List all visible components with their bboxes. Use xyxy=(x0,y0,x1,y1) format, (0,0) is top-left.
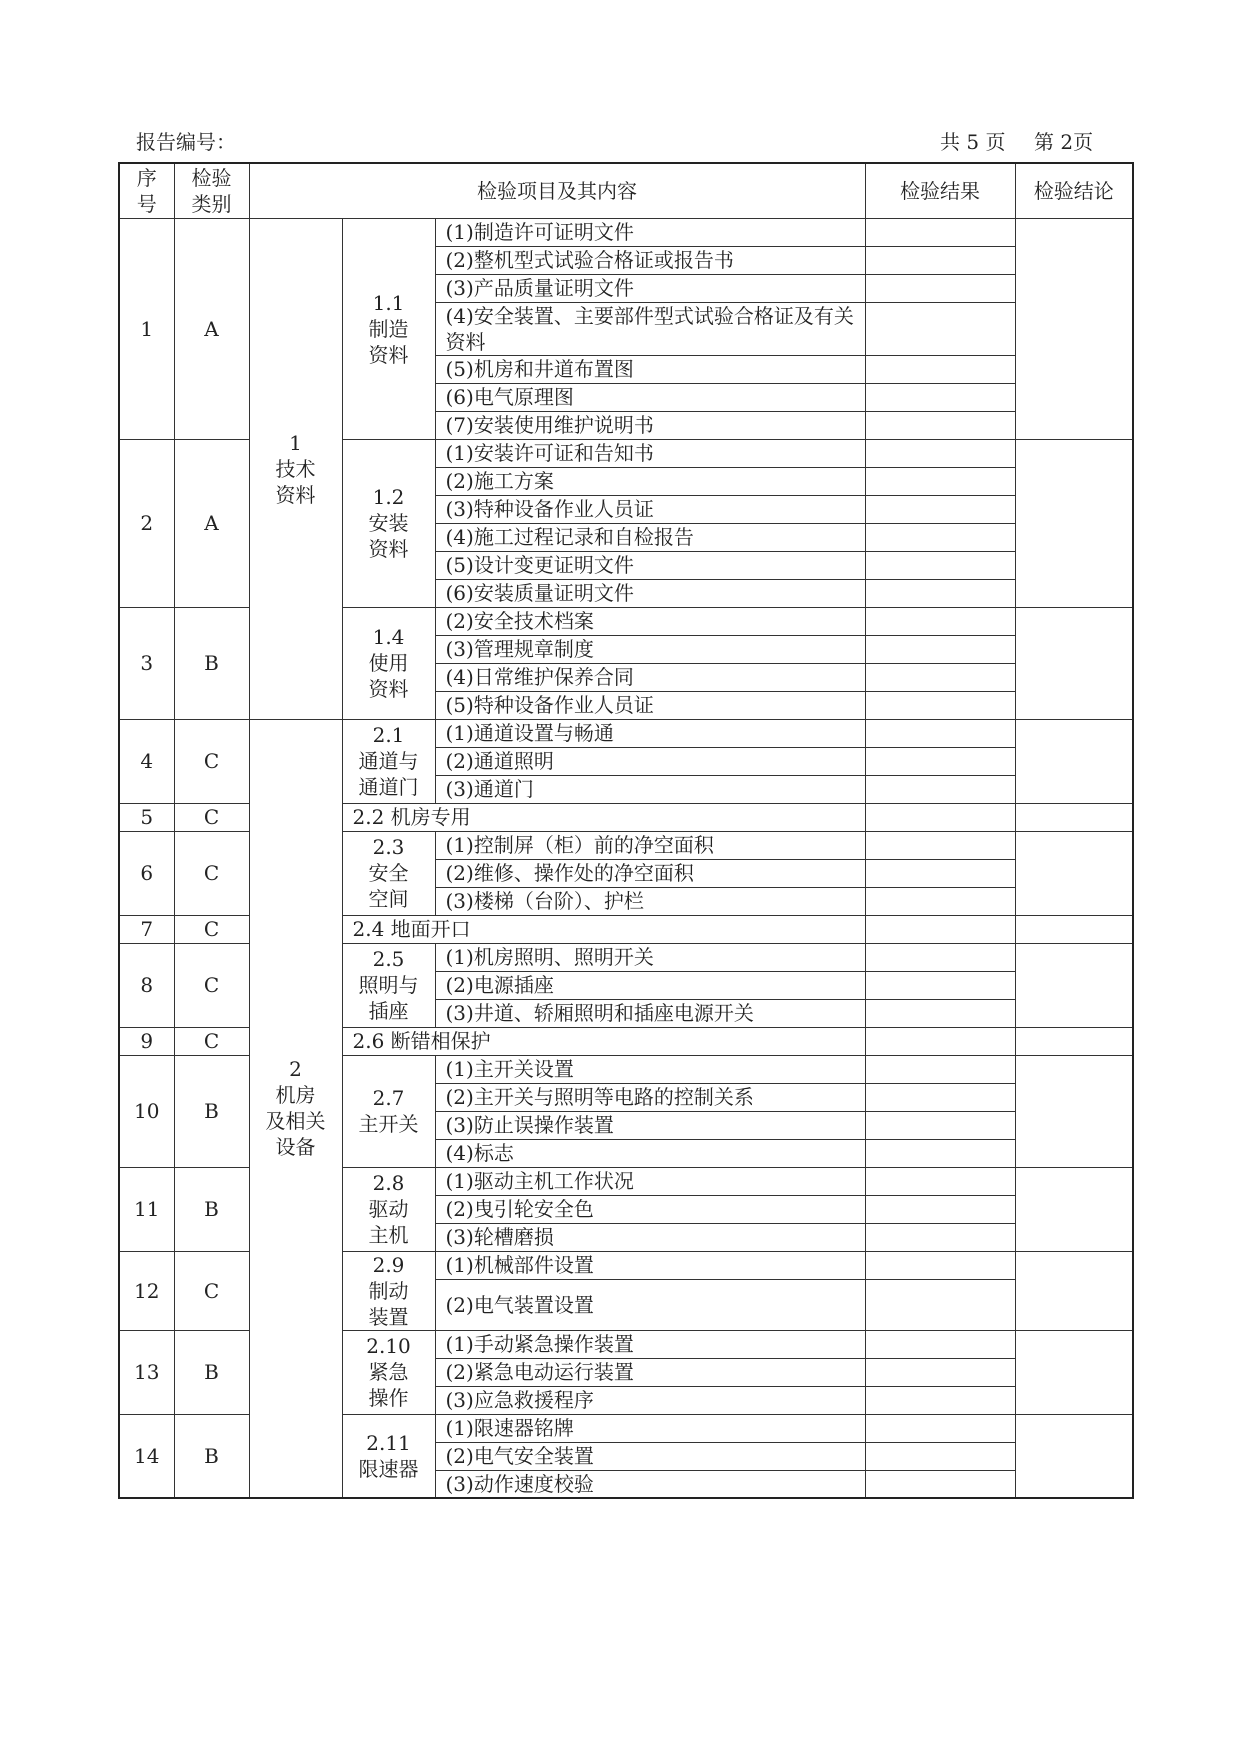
item-cell: (3)产品质量证明文件 xyxy=(435,274,865,302)
item-cell: (1)通道设置与畅通 xyxy=(435,719,865,747)
seq-cell: 4 xyxy=(119,719,174,803)
result-cell[interactable] xyxy=(865,859,1015,887)
result-cell[interactable] xyxy=(865,246,1015,274)
result-cell[interactable] xyxy=(865,1330,1015,1358)
item-cell: (3)应急救援程序 xyxy=(435,1386,865,1414)
item-cell: (1)控制屏（柜）前的净空面积 xyxy=(435,831,865,859)
report-number-label: 报告编号： xyxy=(136,130,236,154)
header-conclusion: 检验结论 xyxy=(1015,163,1133,218)
category-cell: B xyxy=(174,607,249,719)
category-cell: B xyxy=(174,1055,249,1167)
category-cell: C xyxy=(174,1027,249,1055)
result-cell[interactable] xyxy=(865,1195,1015,1223)
result-cell[interactable] xyxy=(865,1139,1015,1167)
item-cell: (2)电气装置设置 xyxy=(435,1279,865,1330)
item-cell: (2)电气安全装置 xyxy=(435,1442,865,1470)
item-cell: (4)标志 xyxy=(435,1139,865,1167)
conclusion-cell[interactable] xyxy=(1015,1027,1133,1055)
result-cell[interactable] xyxy=(865,943,1015,971)
header-item: 检验项目及其内容 xyxy=(249,163,865,218)
result-cell[interactable] xyxy=(865,411,1015,439)
conclusion-cell[interactable] xyxy=(1015,1167,1133,1251)
result-cell[interactable] xyxy=(865,302,1015,355)
seq-cell: 9 xyxy=(119,1027,174,1055)
seq-cell: 5 xyxy=(119,803,174,831)
result-cell[interactable] xyxy=(865,663,1015,691)
item-cell: (3)管理规章制度 xyxy=(435,635,865,663)
result-cell[interactable] xyxy=(865,691,1015,719)
result-cell[interactable] xyxy=(865,775,1015,803)
seq-cell: 8 xyxy=(119,943,174,1027)
item-cell: (4)施工过程记录和自检报告 xyxy=(435,523,865,551)
item-cell: (1)主开关设置 xyxy=(435,1055,865,1083)
result-cell[interactable] xyxy=(865,1442,1015,1470)
page-number: 第 2页 xyxy=(1034,130,1094,154)
item-cell: (2)通道照明 xyxy=(435,747,865,775)
result-cell[interactable] xyxy=(865,218,1015,246)
item-cell: (4)日常维护保养合同 xyxy=(435,663,865,691)
subsection-cell: 2.1 通道与 通道门 xyxy=(342,719,435,803)
conclusion-cell[interactable] xyxy=(1015,719,1133,803)
item-full: 2.4 地面开口 xyxy=(342,915,865,943)
result-cell[interactable] xyxy=(865,1279,1015,1330)
subsection-cell: 2.10 紧急 操作 xyxy=(342,1330,435,1414)
item-full: 2.6 断错相保护 xyxy=(342,1027,865,1055)
result-cell[interactable] xyxy=(865,1386,1015,1414)
result-cell[interactable] xyxy=(865,1358,1015,1386)
result-cell[interactable] xyxy=(865,551,1015,579)
category-cell: C xyxy=(174,719,249,803)
category-cell: C xyxy=(174,1251,249,1330)
result-cell[interactable] xyxy=(865,439,1015,467)
table-row xyxy=(119,218,1133,246)
item-cell: (3)动作速度校验 xyxy=(435,1470,865,1498)
subsection-cell: 2.7 主开关 xyxy=(342,1055,435,1167)
category-cell: A xyxy=(174,439,249,607)
seq-cell: 14 xyxy=(119,1414,174,1498)
item-cell: (1)安装许可证和告知书 xyxy=(435,439,865,467)
category-cell: C xyxy=(174,831,249,915)
item-full: 2.2 机房专用 xyxy=(342,803,865,831)
subsection-cell: 2.11 限速器 xyxy=(342,1414,435,1498)
header-seq: 序 号 xyxy=(119,163,174,218)
seq-cell: 1 xyxy=(119,218,174,439)
seq-cell: 10 xyxy=(119,1055,174,1167)
seq-cell: 11 xyxy=(119,1167,174,1251)
item-cell: (2)紧急电动运行装置 xyxy=(435,1358,865,1386)
category-cell: A xyxy=(174,218,249,439)
result-cell[interactable] xyxy=(865,523,1015,551)
item-cell: (2)施工方案 xyxy=(435,467,865,495)
category-cell: C xyxy=(174,803,249,831)
result-cell[interactable] xyxy=(865,1223,1015,1251)
page-count: 共 5 页 xyxy=(940,130,1006,154)
item-cell: (4)安全装置、主要部件型式试验合格证及有关资料 xyxy=(435,302,865,355)
item-cell: (5)特种设备作业人员证 xyxy=(435,691,865,719)
item-cell: (2)安全技术档案 xyxy=(435,607,865,635)
category-cell: B xyxy=(174,1167,249,1251)
item-cell: (5)设计变更证明文件 xyxy=(435,551,865,579)
seq-cell: 6 xyxy=(119,831,174,915)
item-cell: (1)制造许可证明文件 xyxy=(435,218,865,246)
group-cell-1: 1 技术 资料 xyxy=(249,218,342,719)
conclusion-cell[interactable] xyxy=(1015,831,1133,915)
category-cell: B xyxy=(174,1414,249,1498)
result-cell[interactable] xyxy=(865,274,1015,302)
seq-cell: 12 xyxy=(119,1251,174,1330)
seq-cell: 3 xyxy=(119,607,174,719)
item-cell: (3)楼梯（台阶）、护栏 xyxy=(435,887,865,915)
conclusion-cell[interactable] xyxy=(1015,915,1133,943)
item-cell: (2)整机型式试验合格证或报告书 xyxy=(435,246,865,274)
item-cell: (3)轮槽磨损 xyxy=(435,1223,865,1251)
conclusion-cell[interactable] xyxy=(1015,1251,1133,1330)
result-cell[interactable] xyxy=(865,1083,1015,1111)
item-cell: (1)驱动主机工作状况 xyxy=(435,1167,865,1195)
item-cell: (7)安装使用维护说明书 xyxy=(435,411,865,439)
item-cell: (2)主开关与照明等电路的控制关系 xyxy=(435,1083,865,1111)
result-cell[interactable] xyxy=(865,1027,1015,1055)
subsection-cell: 1.4 使用 资料 xyxy=(342,607,435,719)
conclusion-cell[interactable] xyxy=(1015,439,1133,607)
item-cell: (3)防止误操作装置 xyxy=(435,1111,865,1139)
result-cell[interactable] xyxy=(865,1414,1015,1442)
item-cell: (6)安装质量证明文件 xyxy=(435,579,865,607)
result-cell[interactable] xyxy=(865,383,1015,411)
result-cell[interactable] xyxy=(865,1470,1015,1498)
category-cell: B xyxy=(174,1330,249,1414)
subsection-cell: 2.5 照明与 插座 xyxy=(342,943,435,1027)
group-cell-2: 2 机房 及相关 设备 xyxy=(249,719,342,1498)
conclusion-cell[interactable] xyxy=(1015,943,1133,1027)
seq-cell: 13 xyxy=(119,1330,174,1414)
item-cell: (2)电源插座 xyxy=(435,971,865,999)
item-cell: (5)机房和井道布置图 xyxy=(435,355,865,383)
item-cell: (1)限速器铭牌 xyxy=(435,1414,865,1442)
result-cell[interactable] xyxy=(865,635,1015,663)
seq-cell: 2 xyxy=(119,439,174,607)
result-cell[interactable] xyxy=(865,887,1015,915)
inspection-table xyxy=(118,162,1134,1499)
item-cell: (2)曳引轮安全色 xyxy=(435,1195,865,1223)
result-cell[interactable] xyxy=(865,831,1015,859)
result-cell[interactable] xyxy=(865,355,1015,383)
seq-cell: 7 xyxy=(119,915,174,943)
item-cell: (3)井道、轿厢照明和插座电源开关 xyxy=(435,999,865,1027)
result-cell[interactable] xyxy=(865,999,1015,1027)
item-cell: (3)通道门 xyxy=(435,775,865,803)
subsection-cell: 1.1 制造 资料 xyxy=(342,218,435,439)
category-cell: C xyxy=(174,915,249,943)
header-result: 检验结果 xyxy=(865,163,1015,218)
item-cell: (1)机械部件设置 xyxy=(435,1251,865,1279)
item-cell: (6)电气原理图 xyxy=(435,383,865,411)
result-cell[interactable] xyxy=(865,607,1015,635)
conclusion-cell[interactable] xyxy=(1015,803,1133,831)
conclusion-cell[interactable] xyxy=(1015,607,1133,719)
header-category: 检验 类别 xyxy=(174,163,249,218)
result-cell[interactable] xyxy=(865,1251,1015,1279)
result-cell[interactable] xyxy=(865,1167,1015,1195)
subsection-cell: 2.9 制动 装置 xyxy=(342,1251,435,1330)
conclusion-cell[interactable] xyxy=(1015,1414,1133,1498)
category-cell: C xyxy=(174,943,249,1027)
result-cell[interactable] xyxy=(865,803,1015,831)
result-cell[interactable] xyxy=(865,1111,1015,1139)
result-cell[interactable] xyxy=(865,467,1015,495)
item-cell: (2)维修、操作处的净空面积 xyxy=(435,859,865,887)
subsection-cell: 2.8 驱动 主机 xyxy=(342,1167,435,1251)
result-cell[interactable] xyxy=(865,1055,1015,1083)
result-cell[interactable] xyxy=(865,915,1015,943)
table-row xyxy=(119,719,1133,747)
subsection-cell: 1.2 安装 资料 xyxy=(342,439,435,607)
conclusion-cell[interactable] xyxy=(1015,1055,1133,1167)
item-cell: (1)机房照明、照明开关 xyxy=(435,943,865,971)
result-cell[interactable] xyxy=(865,747,1015,775)
result-cell[interactable] xyxy=(865,719,1015,747)
result-cell[interactable] xyxy=(865,971,1015,999)
item-cell: (1)手动紧急操作装置 xyxy=(435,1330,865,1358)
conclusion-cell[interactable] xyxy=(1015,1330,1133,1414)
result-cell[interactable] xyxy=(865,495,1015,523)
subsection-cell: 2.3 安全 空间 xyxy=(342,831,435,915)
item-cell: (3)特种设备作业人员证 xyxy=(435,495,865,523)
conclusion-cell[interactable] xyxy=(1015,218,1133,439)
result-cell[interactable] xyxy=(865,579,1015,607)
